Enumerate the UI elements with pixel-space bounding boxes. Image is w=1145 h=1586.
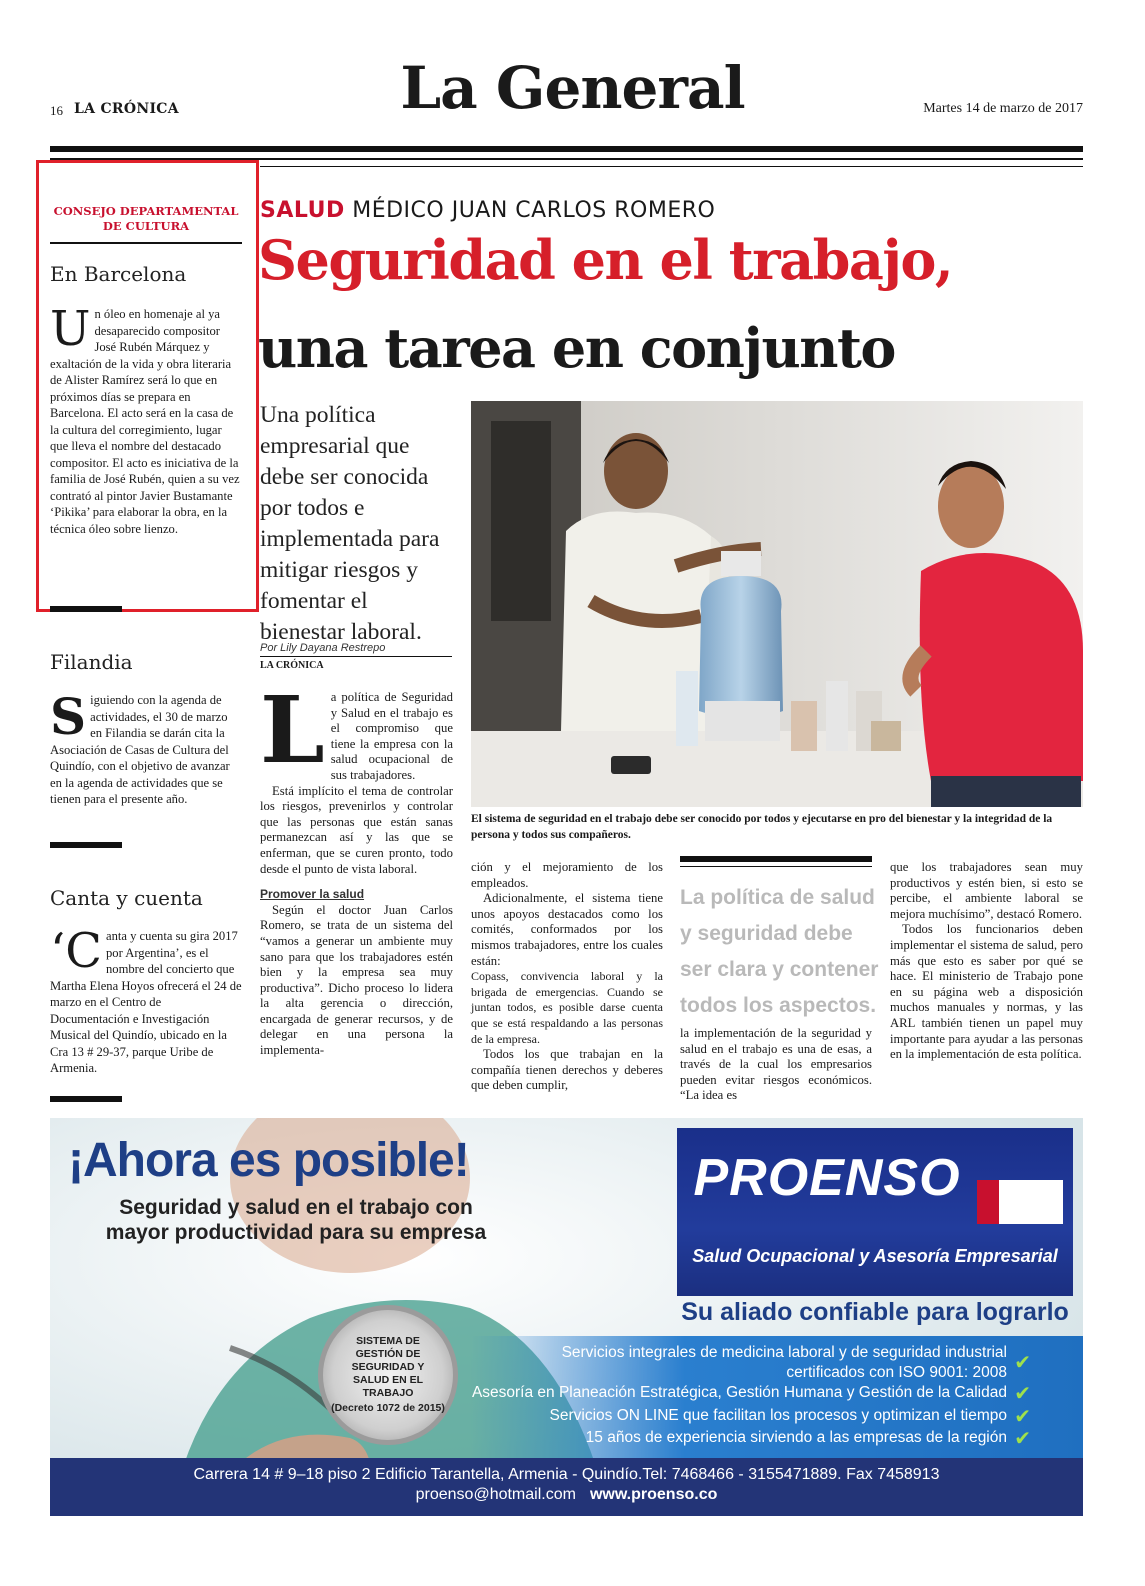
byline-rule — [260, 656, 452, 657]
byline: Por Lily Dayana Restrepo — [260, 642, 386, 654]
check-icon: ✔ — [1014, 1404, 1031, 1428]
article-column-2: ción y el mejoramiento de los empleados. Adicionalmente, el sistema tiene unos apoyos destacados como los comités, conformados por los mismos trabajadores, entre los cuales están: Copass, convivencia laboral y la brigada de emergencias. Cuando se juntan todos, es posible darse cuenta que se está respaldando a las personas de la empresa. Todos los que trabajan en la compañía tienen derechos y deberes que deben cumplir, — [471, 860, 663, 1093]
header-rule-thick — [50, 146, 1083, 152]
issue-date: Martes 14 de marzo de 2017 — [923, 101, 1083, 116]
check-icon: ✔ — [1014, 1381, 1031, 1405]
ad-email[interactable]: proenso@hotmail.com — [415, 1486, 576, 1503]
services-panel — [470, 1336, 1083, 1458]
drop-cap: U — [50, 301, 91, 357]
sidebar-text: Siguiendo con la agenda de actividades, el 30 de marzo en Filandia se darán cita la Asociación de Casas de Cultura del Quindío, con el objetivo de avanzar en la agenda de actividades que se tienen para el presente año. — [50, 687, 230, 806]
pullquote-rule — [680, 856, 872, 862]
sidebar-heading: Canta y cuenta — [50, 886, 203, 910]
drop-cap: ‘C — [50, 923, 102, 979]
check-icon: ✔ — [1014, 1350, 1031, 1374]
article-deck: Una política empresarial que debe ser conocida por todos e implementada para mitigar riesgos y fomentar el bienestar laboral. — [260, 402, 440, 645]
divider-bar — [50, 1096, 122, 1102]
pull-quote: La política de salud y seguridad debe ser clara y contener todos los aspectos. — [680, 886, 879, 1017]
sidebar-heading: En Barcelona — [50, 262, 187, 286]
service-line: Asesoría en Planeación Estratégica, Gestión Humana y Gestión de la Calidad — [471, 1384, 1007, 1401]
sidebar-text: Un óleo en homenaje al ya desaparecido compositor José Rubén Márquez y exaltación de la vida y obra literaria de Alister Ramírez será lo que en próximos días se prepara en Barcelona. El acto será en la casa de la cultura del corregimiento, lugar que lleva el nombre del destacado compositor. El acto es iniciativa de la familia de José Rubén, quien a su vez contrató al pintor Javier Bustamante ‘Pikika’ para elaborar la obra, en la técnica óleo sobre lienzo. — [50, 301, 240, 536]
service-line: Servicios integrales de medicina laboral y de seguridad industrial — [561, 1344, 1007, 1361]
service-line: Servicios ON LINE que facilitan los procesos y optimizan el tiempo — [549, 1407, 1007, 1424]
sidebar-kicker: CONSEJO DEPARTAMENTAL DE CULTURA — [53, 204, 239, 233]
service-line: 15 años de experiencia sirviendo a las empresas de la región — [585, 1429, 1007, 1446]
ad-headline: ¡Ahora es posible! — [68, 1134, 469, 1187]
divider-bar — [50, 842, 122, 848]
service-line: certificados con ISO 9001: 2008 — [786, 1364, 1007, 1381]
certification-badge: SISTEMA DE GESTIÓN DE SEGURIDAD Y SALUD EN EL TRABAJO (Decreto 1072 de 2015) — [318, 1305, 458, 1445]
section-title: La General — [400, 54, 745, 122]
drop-cap: L — [260, 676, 325, 784]
header-rule-thin-2 — [260, 166, 1083, 167]
drop-cap: S — [50, 687, 87, 746]
iso-seal-icon — [977, 1180, 1063, 1224]
byline-credit: LA CRÓNICA — [260, 660, 324, 671]
ad-tagline: Su aliado confiable para lograrlo — [681, 1298, 1069, 1326]
headline-line-2: una tarea en conjunto — [258, 316, 895, 380]
article-subhead: Promover la salud — [260, 887, 365, 902]
ad-subheadline: Seguridad y salud en el trabajo con mayor productividad para su empresa — [105, 1196, 487, 1244]
ad-address: Carrera 14 # 9–18 piso 2 Edificio Tarantella, Armenia - Quindío.Tel: 7468466 - 3155471889. Fax 7458913 — [193, 1466, 940, 1483]
sidebar-text: ‘Canta y cuenta su gira 2017 por Argentina’, es el nombre del concierto que Martha Elena Hoyos ofrecerá el 24 de marzo en el Centro de Documentación e Investigación Musical del Quindío, ubicado en la Cra 13 # 29-37, parque Uribe de Armenia. — [50, 923, 242, 1075]
proenso-logo[interactable] — [677, 1128, 1073, 1296]
article-column-4: que los trabajadores sean muy productivos y estén bien, si esto se percibe, el ambiente laboral se mejora muchísimo”, destacó Romero. Todos los funcionarios deben implementar el sistema de salud, pero más que esto es saber por qué se hace. El ministerio de Trabajo pone en su página web a disposición muchos manuales y normas, y las ARL también tienen un papel muy importante para ayudar a las personas en la implementación de esta política. — [890, 860, 1083, 1062]
kicker-rule — [50, 242, 242, 244]
check-icon: ✔ — [1014, 1426, 1031, 1450]
article-column-3: la implementación de la seguridad y salud en el trabajo es una de esas, a través de la cual los empresarios pueden evitar riesgos económicos. “La idea es — [680, 1026, 872, 1103]
ad-website[interactable]: www.proenso.co — [589, 1486, 718, 1503]
article-column-1: La política de Seguridad y Salud en el trabajo es el compromiso que tiene la empresa con la salud ocupacional de sus trabajadores. Está implícito el tema de controlar los riesgos, prevenirlos y controlar que las personas que están sanas permanezcan así y las que se enferman, que se curen pronto, todo desde el punto de vista laboral. Promover la salud Según el doctor Juan Carlos Romero, se trata de un sistema del “vamos a generar un ambiente muy sano para que los trabajadores estén bien y la empresa sea muy productiva”. Dicho proceso lo lidera la alta gerencia o dirección, encargada de generar recursos, y de delegar en una persona la implementa- — [260, 676, 453, 1058]
photo-caption: El sistema de seguridad en el trabajo debe ser conocido por todos y ejecutarse en pro del bienestar y la integridad de la persona y todos sus compañeros. — [471, 813, 1053, 841]
article-tag: SALUD MÉDICO JUAN CARLOS ROMERO — [260, 198, 716, 223]
sidebar-heading: Filandia — [50, 650, 133, 674]
photo-illustration — [471, 401, 1083, 807]
logo-subtitle: Salud Ocupacional y Asesoría Empresarial — [692, 1246, 1058, 1266]
ad-contact — [50, 1486, 1083, 1504]
pullquote-rule-thin — [680, 866, 872, 867]
logo-wordmark: PROENSO — [693, 1149, 961, 1207]
divider-bar — [50, 606, 122, 612]
page-number: 16 — [50, 103, 63, 118]
headline-line-1: Seguridad en el trabajo, — [258, 228, 953, 292]
publication-name: LA CRÓNICA — [74, 101, 179, 117]
article-photo — [471, 401, 1083, 807]
